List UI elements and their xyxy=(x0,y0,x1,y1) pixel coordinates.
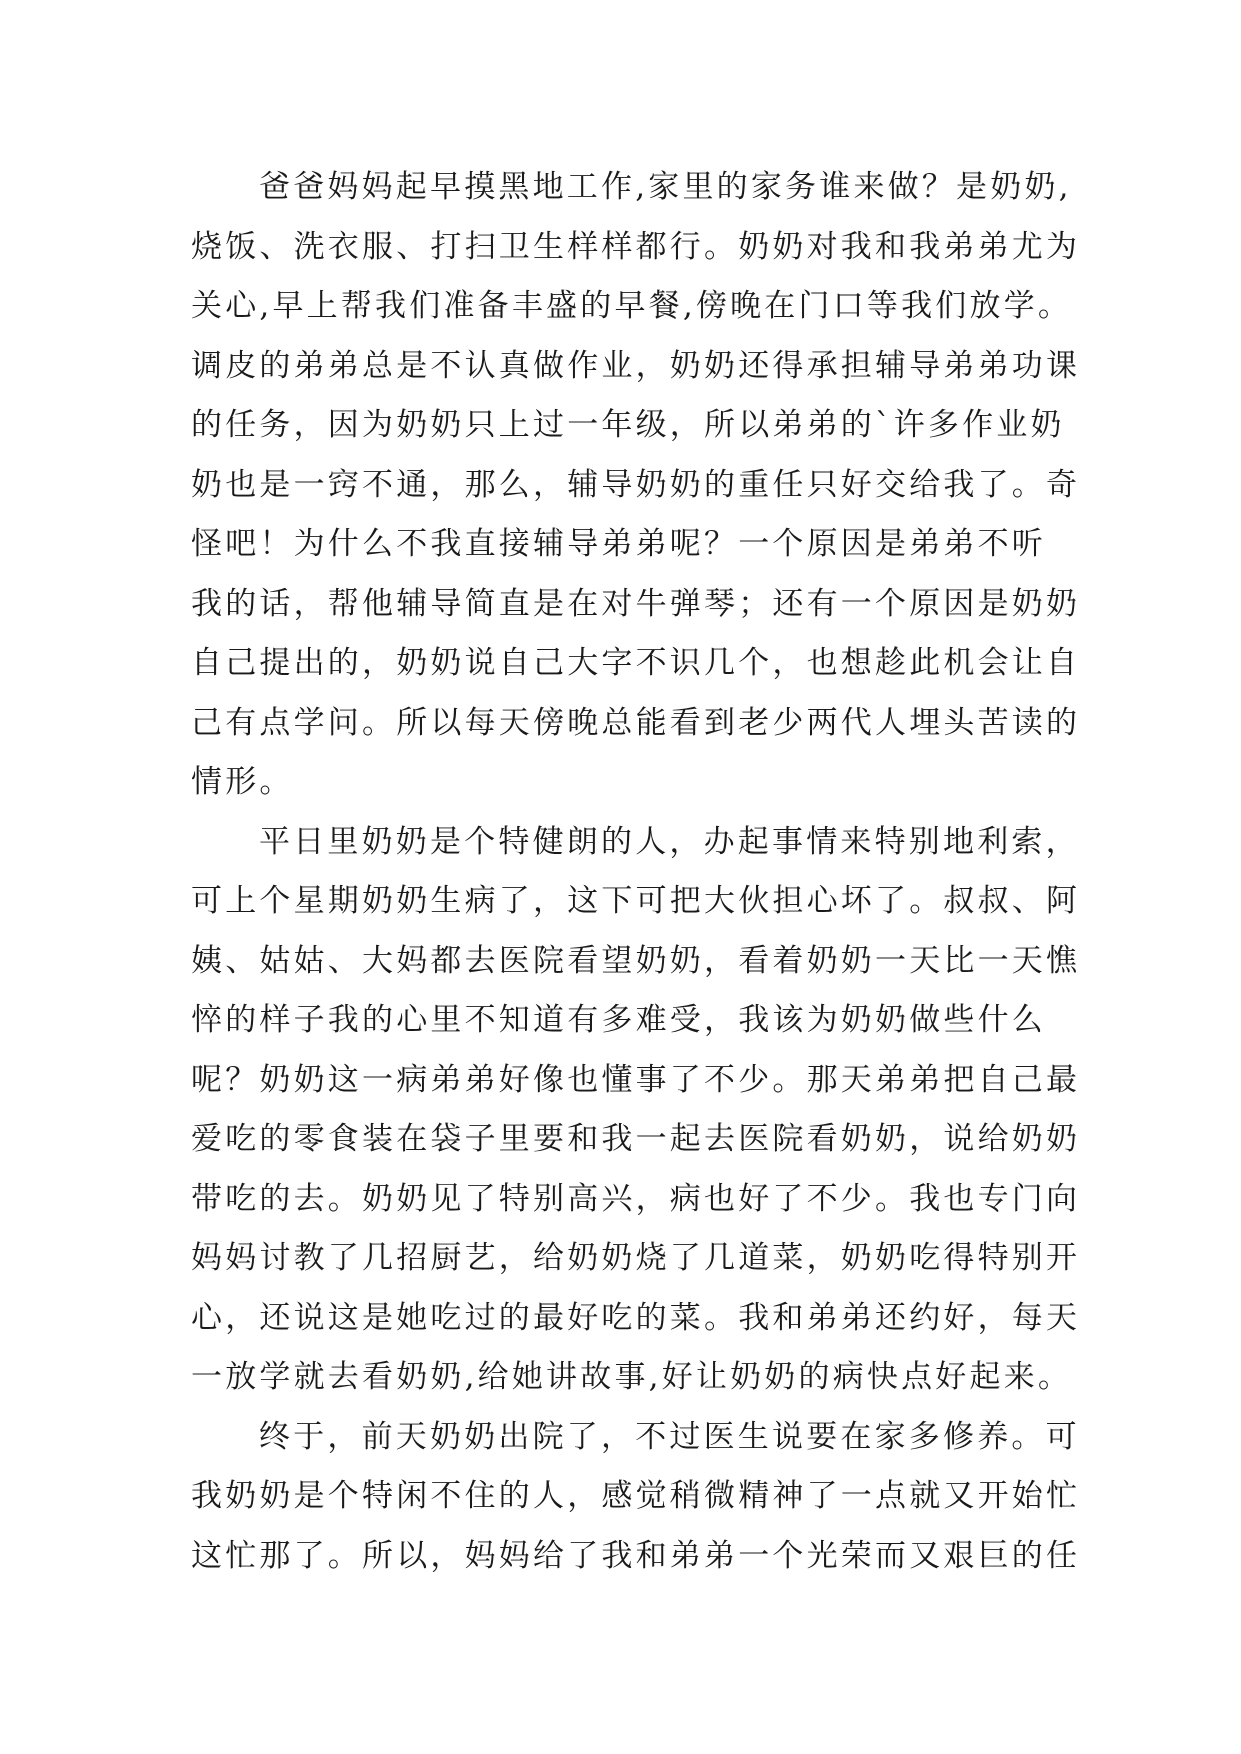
text-line: 烧饭、洗衣服、打扫卫生样样都行。奶奶对我和我弟弟尤为 xyxy=(191,228,1081,265)
text-line: 己有点学问。所以每天傍晚总能看到老少两代人埋头苦读的 xyxy=(191,704,1081,741)
text-line: 关心,早上帮我们准备丰盛的早餐,傍晚在门口等我们放学。 xyxy=(191,288,1073,324)
text-line: 妈妈讨教了几招厨艺，给奶奶烧了几道菜，奶奶吃得特别开 xyxy=(191,1240,1081,1276)
text-line: 这忙那了。所以，妈妈给了我和弟弟一个光荣而又艰巨的任 xyxy=(191,1537,1081,1574)
text-line: 自己提出的，奶奶说自己大字不识几个，也想趁此机会让自 xyxy=(191,645,1081,681)
text-line: 我的话，帮他辅导简直是在对牛弹琴；还有一个原因是奶奶 xyxy=(191,585,1081,622)
text-line: 可上个星期奶奶生病了，这下可把大伙担心坏了。叔叔、阿 xyxy=(191,883,1081,919)
text-line: 一放学就去看奶奶,给她讲故事,好让奶奶的病快点好起来。 xyxy=(191,1359,1073,1395)
essay-body xyxy=(191,158,1091,1586)
text-line: 带吃的去。奶奶见了特别高兴，病也好了不少。我也专门向 xyxy=(191,1180,1081,1217)
text-line: 怪吧！为什么不我直接辅导弟弟呢？一个原因是弟弟不听 xyxy=(191,526,1046,562)
text-line: 终于，前天奶奶出院了，不过医生说要在家多修养。可 xyxy=(259,1418,1080,1455)
text-line: 的任务，因为奶奶只上过一年级，所以弟弟的`许多作业奶 xyxy=(191,407,1065,443)
text-line: 调皮的弟弟总是不认真做作业，奶奶还得承担辅导弟弟功课 xyxy=(191,347,1081,384)
text-line: 奶也是一窍不通，那么，辅导奶奶的重任只好交给我了。奇 xyxy=(191,466,1081,503)
text-line: 呢？奶奶这一病弟弟好像也懂事了不少。那天弟弟把自己最 xyxy=(191,1061,1081,1098)
text-line: 我奶奶是个特闲不住的人，感觉稍微精神了一点就又开始忙 xyxy=(191,1478,1081,1514)
text-line: 情形。 xyxy=(191,764,294,800)
text-line: 爱吃的零食装在袋子里要和我一起去医院看奶奶，说给奶奶 xyxy=(191,1121,1081,1157)
text-line: 姨、姑姑、大妈都去医院看望奶奶，看着奶奶一天比一天憔 xyxy=(191,942,1081,979)
text-line: 爸爸妈妈起早摸黑地工作,家里的家务谁来做？是奶奶, xyxy=(259,169,1072,205)
text-line: 悴的样子我的心里不知道有多难受，我该为奶奶做些什么 xyxy=(191,1002,1046,1038)
text-line: 心，还说这是她吃过的最好吃的菜。我和弟弟还约好，每天 xyxy=(191,1299,1081,1336)
text-line: 平日里奶奶是个特健朗的人，办起事情来特别地利索， xyxy=(259,823,1080,860)
